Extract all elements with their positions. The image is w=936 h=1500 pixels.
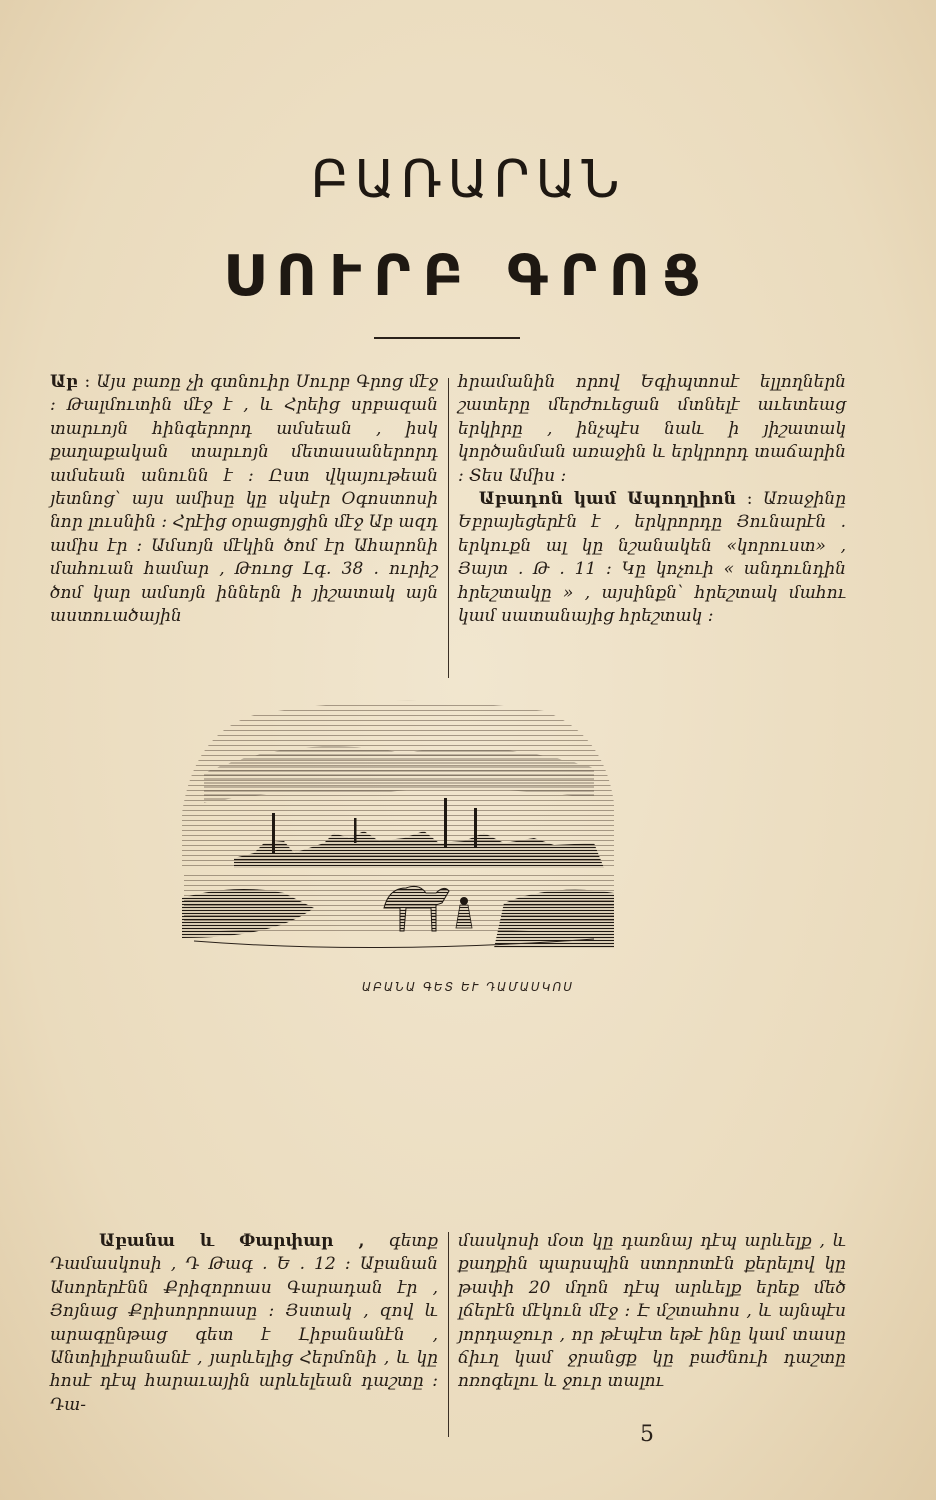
entry-headword: Աբադոն կամ Ապողղիոն ։ (478, 489, 753, 510)
page-subtitle: ՍՈՒՐԲ ԳՐՈՑ (223, 244, 713, 309)
entry-headword: Աբ ։ (50, 372, 91, 392)
entry-text: գետք Դամասկոսի , Դ Թագ . Ե . 12 ։ Աբանան Ասորերէնն Քրիզորոաս Գարադան էր , Յոյնաց Քրիսորրոասը ։ Յստակ , զով և արագընթաց գետ է Լիբանանէն , Անտիլիբանանէ , յարևելից Հերմոնի , և կը հոսէ դէպ հարաւային արևելեան դաշտը ։ Դա- (50, 1231, 438, 1415)
figure-caption: ԱԲԱՆԱ ԳԵՏ ԵՒ ԴԱՄԱՍԿՈՍ (361, 980, 575, 994)
column-divider (448, 378, 449, 678)
page-number: 5 (640, 1422, 654, 1447)
entry-text: Առաջինը Եբրայեցերէն է , երկրորդը Յունարէն . երկուքն ալ կը նշանակեն «կորուստ» , Յայտ . Թ . 11 ։ Կը կոչուի « անդունդին հրեշտակը » , այսինքն՝ հրեշտակ մահու կամ սատանայից հրեշտակ ։ (458, 489, 847, 627)
column-bottom-right (458, 1230, 846, 1394)
column-divider (448, 1232, 449, 1437)
entry-headword: Աբանա և Փարփար , (98, 1231, 365, 1251)
entry-text: Այս բառը չի գտնուիր Սուրբ Գրոց մէջ ։ Թալմուտին մէջ է , և Հրեից սրբազան տարւոյն հինգերորդ ամսեան , իսկ քաղաքական տարւոյն մետասաներորդ ամսեան անունն է ։ Ըստ վկայութեան յետնոց՝ այս ամիսը կը սկսէր Օգոստոսի նոր լուսնին ։ Հրէից օրացոյցին մէջ Աբ ազդ ամիս էր ։ Ամսոյն մէկին ծոմ էր Ահարոնի մահուան համար , Թուոց Լգ․ 38 ․ ուրիշ ծոմ կար ամսոյն իններն ի յիշատակ այն աստուածային (50, 372, 439, 627)
page-title: ԲԱՌԱՐԱՆ (310, 150, 626, 210)
column-top-left (50, 371, 438, 628)
entry-text: հրամանին որով Եգիպտոսէ ելլողներն շատերը մերժուեցան մտնելէ աւետեաց երկիրը , ինչպէս նաև ի յիշատակ կործանման առաջին և երկրորդ տաճարին ։ Տես Ամիս ։ (458, 372, 846, 486)
column-top-right (458, 371, 846, 628)
column-bottom-left (50, 1230, 438, 1417)
title-divider (374, 337, 520, 339)
entry-text: մասկոսի մօտ կը դառնայ դէպ արևելք , և քաղքին պարսպին ստորոտէն քերելով կը թափի 20 մղոն դէպ արևելք երեք մեծ լճերէն մէկուն մէջ ։ Է մշտահոս , և այնպէս յորդաջուր , որ թէպէտ եթէ ինը կամ տասը ճիւղ կամ ջրանցք կը բաժնուի դաշտը ոռոգելու և ջուր տալու (458, 1231, 846, 1392)
engraving-illustration (174, 693, 620, 951)
